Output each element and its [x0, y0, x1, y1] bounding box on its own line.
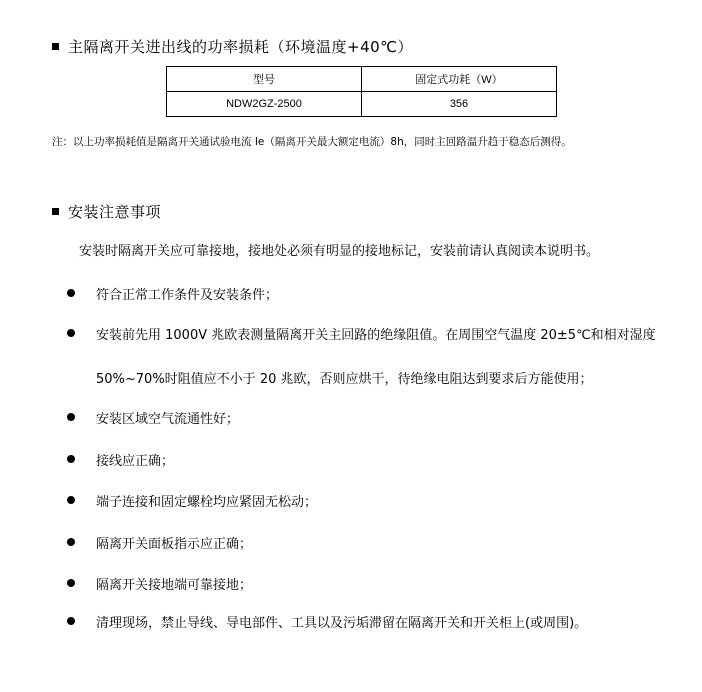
install-title-text: 安装注意事项 — [68, 203, 162, 221]
list-item: 符合正常工作条件及安装条件； — [96, 288, 279, 303]
install-section-title — [52, 201, 161, 222]
install-intro: 安装时隔离开关应可靠接地，接地处必须有明显的接地标记，安装前请认真阅读本说明书。 — [79, 244, 600, 259]
bullet-dot-icon — [67, 329, 75, 337]
power-loss-note: 注：以上功率损耗值是隔离开关通试验电流 Ie（隔离开关最大额定电流）8h，同时主回路温升趋于稳态后测得。 — [52, 136, 572, 148]
table-header-power: 固定式功耗（W） — [362, 67, 557, 92]
list-item: 隔离开关接地端可靠接地； — [96, 578, 253, 593]
list-item: 端子连接和固定螺栓均应紧固无松动； — [96, 495, 318, 510]
table-header-model: 型号 — [167, 67, 362, 92]
bullet-dot-icon — [67, 413, 75, 421]
list-item: 隔离开关面板指示应正确； — [96, 537, 253, 552]
list-item: 接线应正确； — [96, 454, 175, 469]
power-loss-title-text: 主隔离开关进出线的功率损耗（环境温度+40℃） — [68, 38, 414, 56]
table-header-row — [167, 67, 557, 92]
list-item-continuation: 50%~70%时阻值应不小于 20 兆欧，否则应烘干，待绝缘电阻达到要求后方能使用； — [96, 372, 593, 387]
square-bullet-icon — [52, 43, 59, 50]
list-item: 安装前先用 1000V 兆欧表测量隔离开关主回路的绝缘阻值。在周围空气温度 20±5℃和相对湿度 — [96, 328, 656, 343]
bullet-dot-icon — [67, 455, 75, 463]
list-item: 安装区域空气流通性好； — [96, 412, 240, 427]
table-cell-model: NDW2GZ-2500 — [167, 92, 362, 117]
list-item: 清理现场，禁止导线、导电部件、工具以及污垢滞留在隔离开关和开关柜上(或周围)。 — [96, 616, 588, 631]
table-row — [167, 92, 557, 117]
table-cell-power: 356 — [362, 92, 557, 117]
bullet-dot-icon — [67, 538, 75, 546]
power-loss-table — [166, 66, 557, 117]
bullet-dot-icon — [67, 289, 75, 297]
power-loss-section-title — [52, 36, 413, 57]
bullet-dot-icon — [67, 496, 75, 504]
bullet-dot-icon — [67, 617, 75, 625]
square-bullet-icon — [52, 208, 59, 215]
bullet-dot-icon — [67, 579, 75, 587]
